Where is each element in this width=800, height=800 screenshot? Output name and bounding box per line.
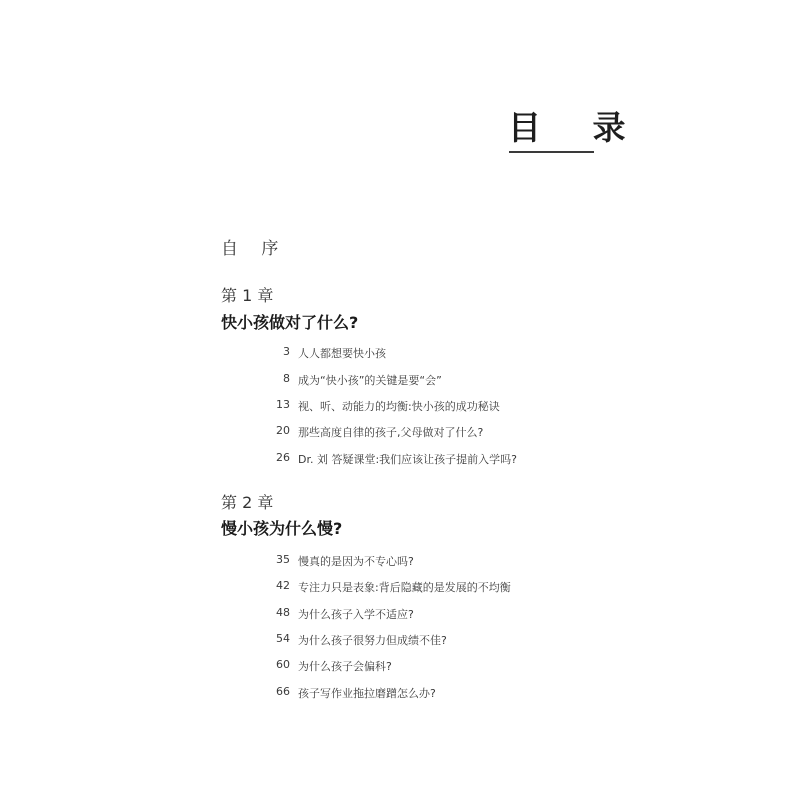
entry-page-number: 48: [276, 606, 290, 619]
entry-title: 成为“快小孩”的关键是要“会”: [298, 374, 442, 387]
chapter-1-title[interactable]: 快小孩做对了什么?: [221, 313, 359, 332]
entry-title: 为什么孩子入学不适应?: [298, 608, 414, 621]
toc-entry[interactable]: [250, 685, 590, 705]
entry-title: 慢真的是因为不专心吗?: [298, 555, 414, 568]
toc-entry[interactable]: [250, 579, 590, 599]
entry-title: 为什么孩子很努力但成绩不佳?: [298, 634, 447, 647]
chapter-2-title[interactable]: 慢小孩为什么慢?: [221, 519, 343, 538]
toc-entry[interactable]: [250, 451, 590, 471]
page-title: 目 录: [508, 108, 646, 147]
entry-title: 为什么孩子会偏科?: [298, 660, 392, 673]
entry-page-number: 13: [276, 398, 290, 411]
entry-title: 视、听、动能力的均衡:快小孩的成功秘诀: [298, 400, 500, 413]
toc-entry[interactable]: [250, 606, 590, 626]
entry-page-number: 20: [276, 424, 290, 437]
toc-entry[interactable]: [250, 372, 590, 392]
entry-page-number: 66: [276, 685, 290, 698]
entry-page-number: 26: [276, 451, 290, 464]
toc-entry[interactable]: [250, 553, 590, 573]
chapter-2-label: 第 2 章: [221, 493, 274, 512]
entry-page-number: 54: [276, 632, 290, 645]
title-underline: [509, 151, 594, 153]
chapter-1-label: 第 1 章: [221, 286, 274, 305]
entry-page-number: 35: [276, 553, 290, 566]
toc-entry[interactable]: [250, 424, 590, 444]
toc-entry[interactable]: [250, 345, 590, 365]
entry-title: 孩子写作业拖拉磨蹭怎么办?: [298, 687, 436, 700]
entry-page-number: 3: [283, 345, 290, 358]
entry-title: 那些高度自律的孩子,父母做对了什么?: [298, 426, 484, 439]
entry-title: 人人都想要快小孩: [298, 347, 386, 360]
entry-page-number: 60: [276, 658, 290, 671]
entry-title: Dr. 刘 答疑课堂:我们应该让孩子提前入学吗?: [298, 453, 518, 466]
entry-title: 专注力只是表象:背后隐藏的是发展的不均衡: [298, 581, 511, 594]
toc-entry[interactable]: [250, 398, 590, 418]
entry-page-number: 8: [283, 372, 290, 385]
toc-entry[interactable]: [250, 658, 590, 678]
preface-link[interactable]: 自 序: [221, 239, 288, 259]
toc-entry[interactable]: [250, 632, 590, 652]
entry-page-number: 42: [276, 579, 290, 592]
